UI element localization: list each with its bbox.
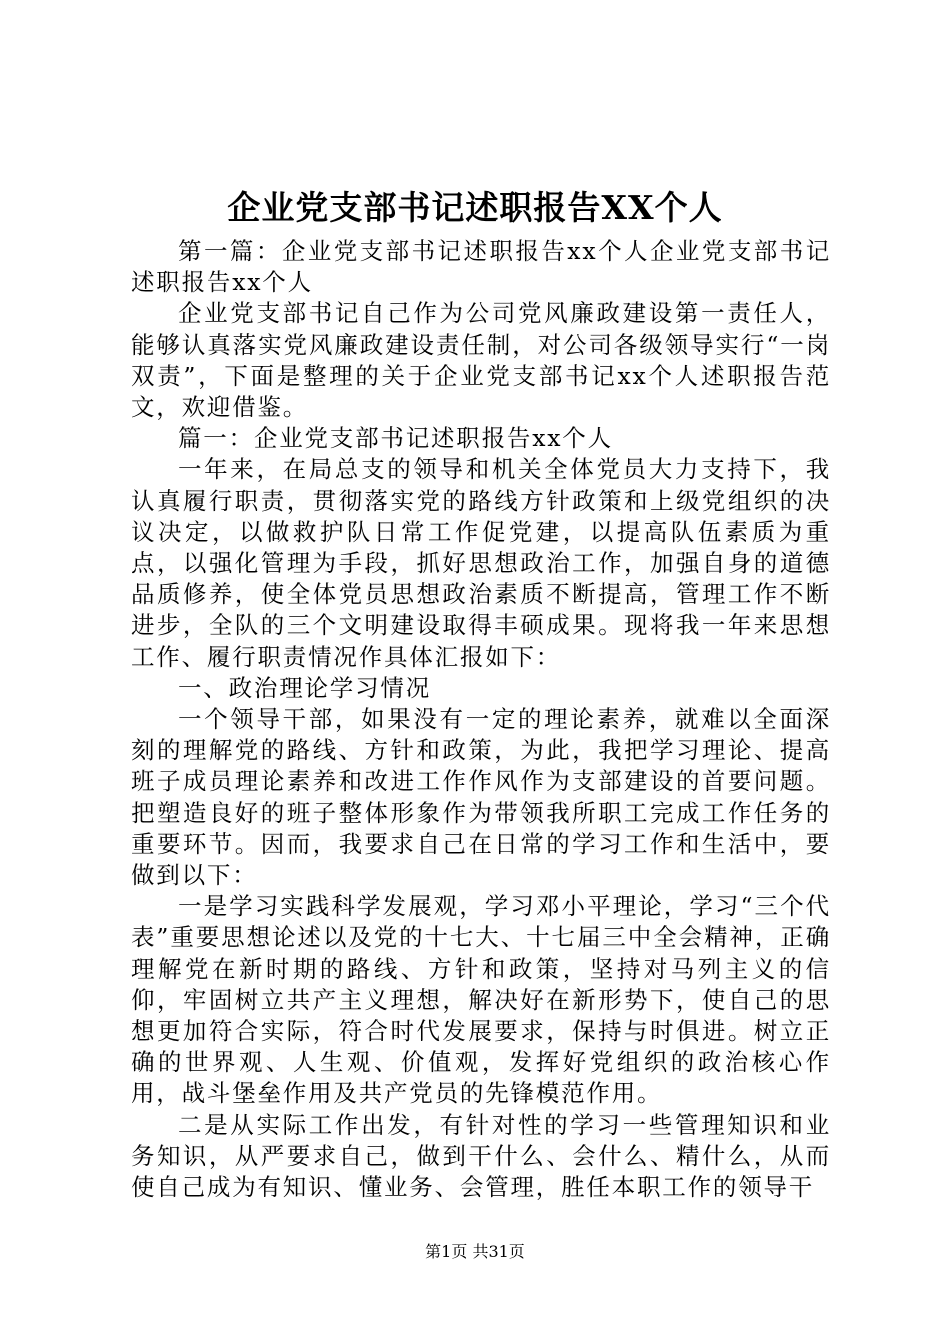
paragraph: 一年来，在局总支的领导和机关全体党员大力支持下，我认真履行职责，贯彻落实党的路线方针政策和上级党组织的决议决定，以做救护队日常工作促党建，以提高队伍素质为重点，以强化管理为手段，抓好思想政治工作，加强自身的道德品质修养，使全体党员思想政治素质不断提高，管理工作不断进步，全队的三个文明建设取得丰硕成果。现将我一年来思想工作、履行职责情况作具体汇报如下： [131, 455, 831, 671]
page-footer [0, 1241, 950, 1263]
section-heading: 一、政治理论学习情况 [178, 673, 431, 702]
paragraph: 二是从实际工作出发，有针对性的学习一些管理知识和业务知识，从严要求自己，做到干什么、会什么、精什么，从而使自己成为有知识、懂业务、会管理，胜任本职工作的领导干 [131, 1110, 831, 1202]
paragraph: 一是学习实践科学发展观，学习邓小平理论，学习“三个代表”重要思想论述以及党的十七大、十七届三中全会精神，正确理解党在新时期的路线、方针和政策，坚持对马列主义的信仰，牢固树立共产主义理想，解决好在新形势下，使自己的思想更加符合实际，符合时代发展要求，保持与时俱进。树立正确的世界观、人生观、价值观，发挥好党组织的政治核心作用，战斗堡垒作用及共产党员的先锋模范作用。 [131, 892, 831, 1108]
paragraph: 一个领导干部，如果没有一定的理论素养，就难以全面深刻的理解党的路线、方针和政策，为此，我把学习理论、提高班子成员理论素养和改进工作作风作为支部建设的首要问题。把塑造良好的班子整体形象作为带领我所职工完成工作任务的重要环节。因而，我要求自己在日常的学习工作和生活中，要做到以下： [131, 705, 831, 890]
page-number: 第1页 共31页 [425, 1242, 525, 1261]
paragraph: 篇一：企业党支部书记述职报告xx个人 [178, 424, 613, 453]
document-title: 企业党支部书记述职报告XX个人 [227, 188, 723, 227]
document-body [131, 236, 831, 1203]
paragraph: 第一篇：企业党支部书记述职报告xx个人企业党支部书记述职报告xx个人 [131, 237, 831, 297]
paragraph: 企业党支部书记自己作为公司党风廉政建设第一责任人，能够认真落实党风廉政建设责任制，对公司各级领导实行“一岗双责”，下面是整理的关于企业党支部书记xx个人述职报告范文，欢迎借鉴。 [131, 299, 831, 422]
